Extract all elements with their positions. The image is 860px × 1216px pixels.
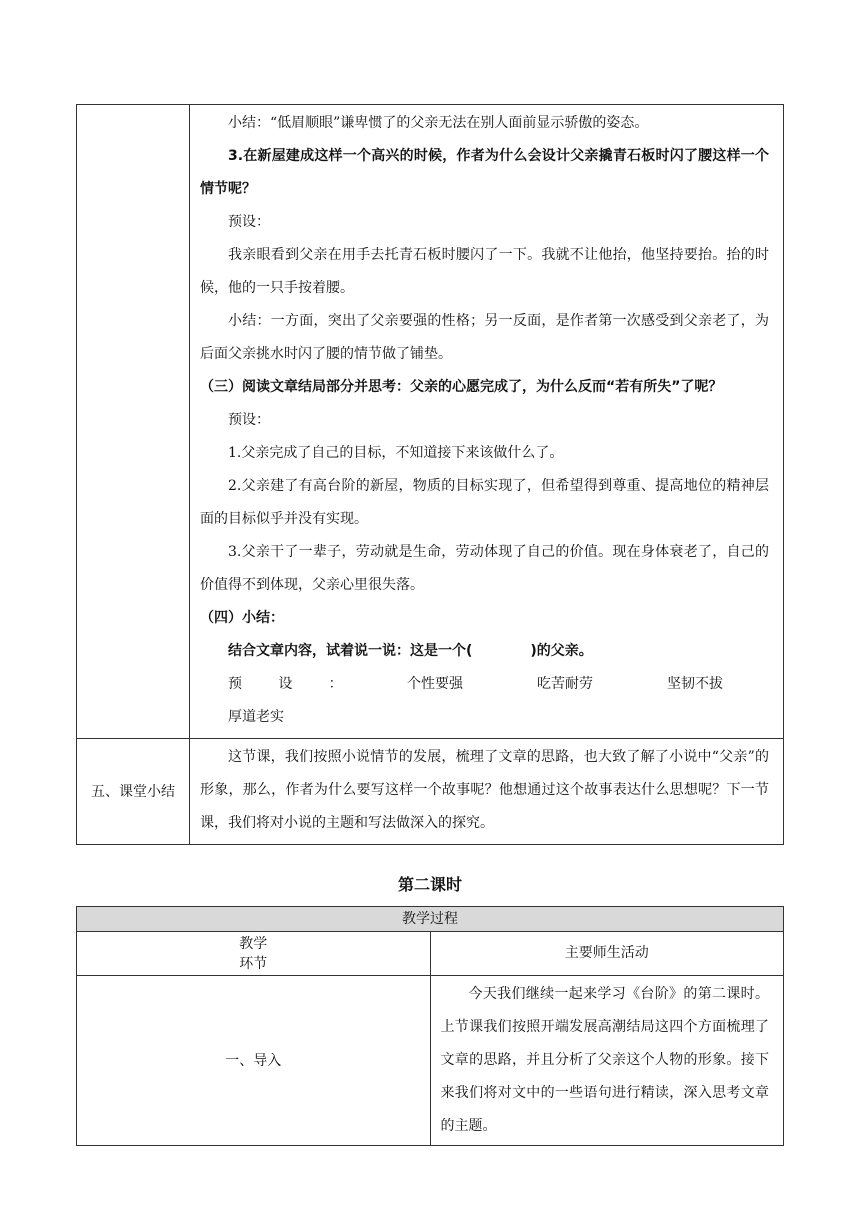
- column-header-stage-line2: 环节: [239, 955, 268, 972]
- preset-label: 预设：: [228, 214, 270, 230]
- section-heading-4: （四）小结：: [200, 610, 284, 626]
- class-summary-text: 这节课，我们按照小说情节的发展，梳理了文章的思路，也大致了解了小说中“父亲”的形象，那么，作者为什么要写这样一个故事呢？他想通过这个故事表达什么思想呢？下一节课，我们将对小说的主题和写法做深入的探究。: [200, 749, 769, 831]
- preset-option: 坚韧不拔: [667, 676, 723, 692]
- preset-option: 个性要强: [407, 676, 463, 692]
- preset-option: 吃苦耐劳: [537, 676, 593, 692]
- preset-item-3: 3.父亲干了一辈子，劳动就是生命，劳动体现了自己的价值。现在身体衰老了，自己的价值得不到体现，父亲心里很失落。: [200, 544, 769, 593]
- preset-text: 我亲眼看到父亲在用手去托青石板时腰闪了一下。我就不让他抬，他坚持要抬。抬的时候，他的一只手按着腰。: [200, 247, 769, 296]
- question-3: 3.在新屋建成这样一个高兴的时候，作者为什么会设计父亲撬青石板时闪了腰这样一个情节呢？: [200, 148, 769, 197]
- activity-cell: [190, 739, 784, 845]
- summary-line: 小结：“低眉顺眼”谦卑惯了的父亲无法在别人面前显示骄傲的姿态。: [228, 115, 649, 131]
- fill-in-prefix: 结合文章内容，试着说一说：这是一个(: [228, 643, 473, 659]
- section-heading-3: （三）阅读文章结局部分并思考：父亲的心愿完成了，为什么反而“若有所失”了呢？: [200, 379, 723, 395]
- column-header-activity: 主要师生活动: [430, 932, 784, 976]
- lesson-table-part2: [76, 906, 784, 1146]
- preset-label: 预设：: [228, 412, 270, 428]
- activity-cell: [190, 105, 784, 739]
- preset-option: 厚道老实: [228, 709, 284, 725]
- summary-line: 小结：一方面，突出了父亲要强的性格；另一反面，是作者第一次感受到父亲老了，为后面父亲挑水时闪了腰的情节做了铺垫。: [200, 313, 769, 362]
- column-header-stage: [77, 932, 431, 976]
- section-title: 第二课时: [397, 875, 462, 894]
- column-header-stage-line1: 教学: [239, 935, 268, 952]
- fill-in-prompt: [190, 635, 783, 668]
- preset-item-1: 1.父亲完成了自己的目标，不知道接下来该做什么了。: [228, 445, 564, 461]
- table-row: [77, 976, 784, 1146]
- stage-cell-empty: [77, 105, 190, 739]
- preset-item-2: 2.父亲建了有高台阶的新屋，物质的目标实现了，但希望得到尊重、提高地位的精神层面的目标似乎并没有实现。: [200, 478, 769, 527]
- table-row: [77, 739, 784, 845]
- table-row: [77, 105, 784, 739]
- table-header-row: [77, 907, 784, 932]
- lesson-table-part1: [76, 104, 784, 845]
- intro-text: 今天我们继续一起来学习《台阶》的第二课时。上节课我们按照开端发展高潮结局这四个方面梳理了文章的思路，并且分析了父亲这个人物的形象。接下来我们将对文中的一些语句进行精读，深入思考文章的主题。: [440, 986, 769, 1134]
- fill-in-suffix: )的父亲。: [530, 643, 593, 659]
- stage-label: 一、导入: [77, 976, 431, 1146]
- preset-options-prefix: 预设：: [228, 676, 379, 692]
- preset-options: [190, 668, 783, 734]
- activity-cell: [430, 976, 784, 1146]
- column-header-row: [77, 932, 784, 976]
- table-header: 教学过程: [77, 907, 784, 932]
- stage-label: 五、课堂小结: [77, 739, 190, 845]
